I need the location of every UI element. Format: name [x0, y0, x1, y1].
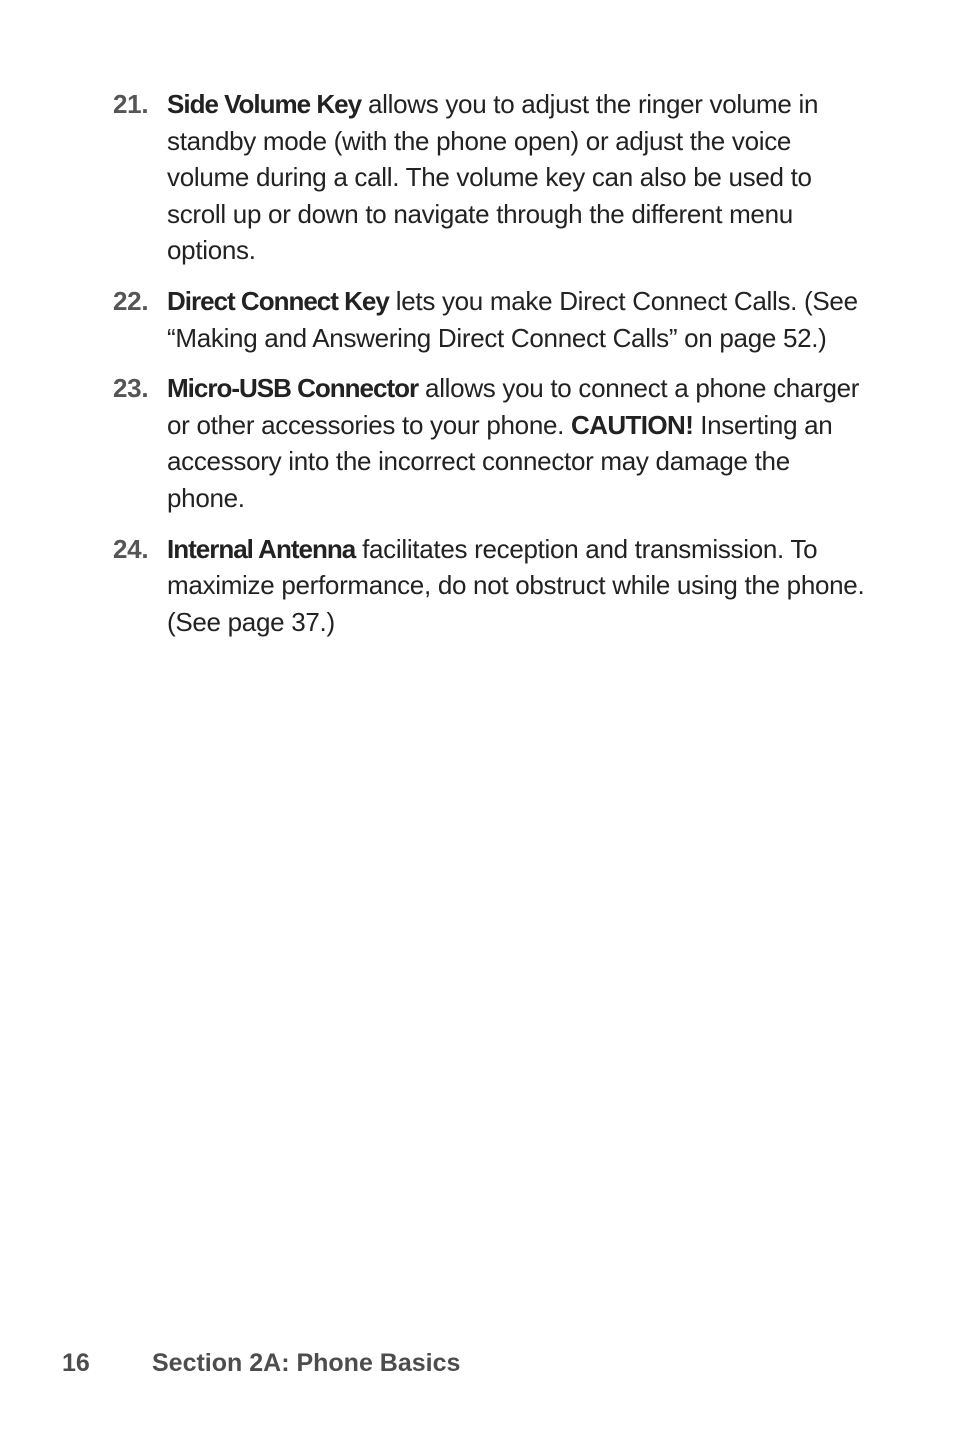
item-description: facilitates reception and transmission. To maximize performance, do not obstruct while using the phone. (See page 37.): [167, 533, 865, 637]
item-description: lets you make Direct Connect Calls. (See “Making and Answering Direct Connect Calls” on page 52.): [167, 285, 858, 353]
item-term: Side Volume Key: [167, 89, 362, 119]
list-item-micro-usb-connector: [113, 370, 873, 516]
page-number: 16: [62, 1349, 90, 1377]
item-term: Internal Antenna: [167, 533, 356, 564]
item-number: 22.: [113, 285, 149, 316]
list-item-side-volume-key: [113, 86, 873, 269]
item-description-continued: Inserting an accessory into the incorrect connector may damage the phone.: [167, 409, 833, 513]
caution-label: CAUTION!: [570, 409, 694, 440]
item-term: Micro-USB Connector: [167, 373, 419, 404]
item-description: allows you to adjust the ringer volume in standby mode (with the phone open) or adjust the voice volume during a call. The volume key can also be used to scroll up or down to navigate through the different menu options.: [167, 89, 819, 266]
item-number: 23.: [113, 373, 149, 404]
list-item-internal-antenna: [113, 531, 873, 641]
section-title: Section 2A: Phone Basics: [152, 1349, 461, 1377]
item-description: allows you to connect a phone charger or other accessories to your phone.: [167, 373, 860, 440]
page-footer: [62, 1349, 460, 1378]
item-number: 24.: [113, 533, 149, 564]
item-number: 21.: [113, 89, 149, 119]
list-item-direct-connect-key: [113, 283, 873, 356]
item-term: Direct Connect Key: [167, 285, 389, 316]
feature-list: [113, 86, 873, 654]
